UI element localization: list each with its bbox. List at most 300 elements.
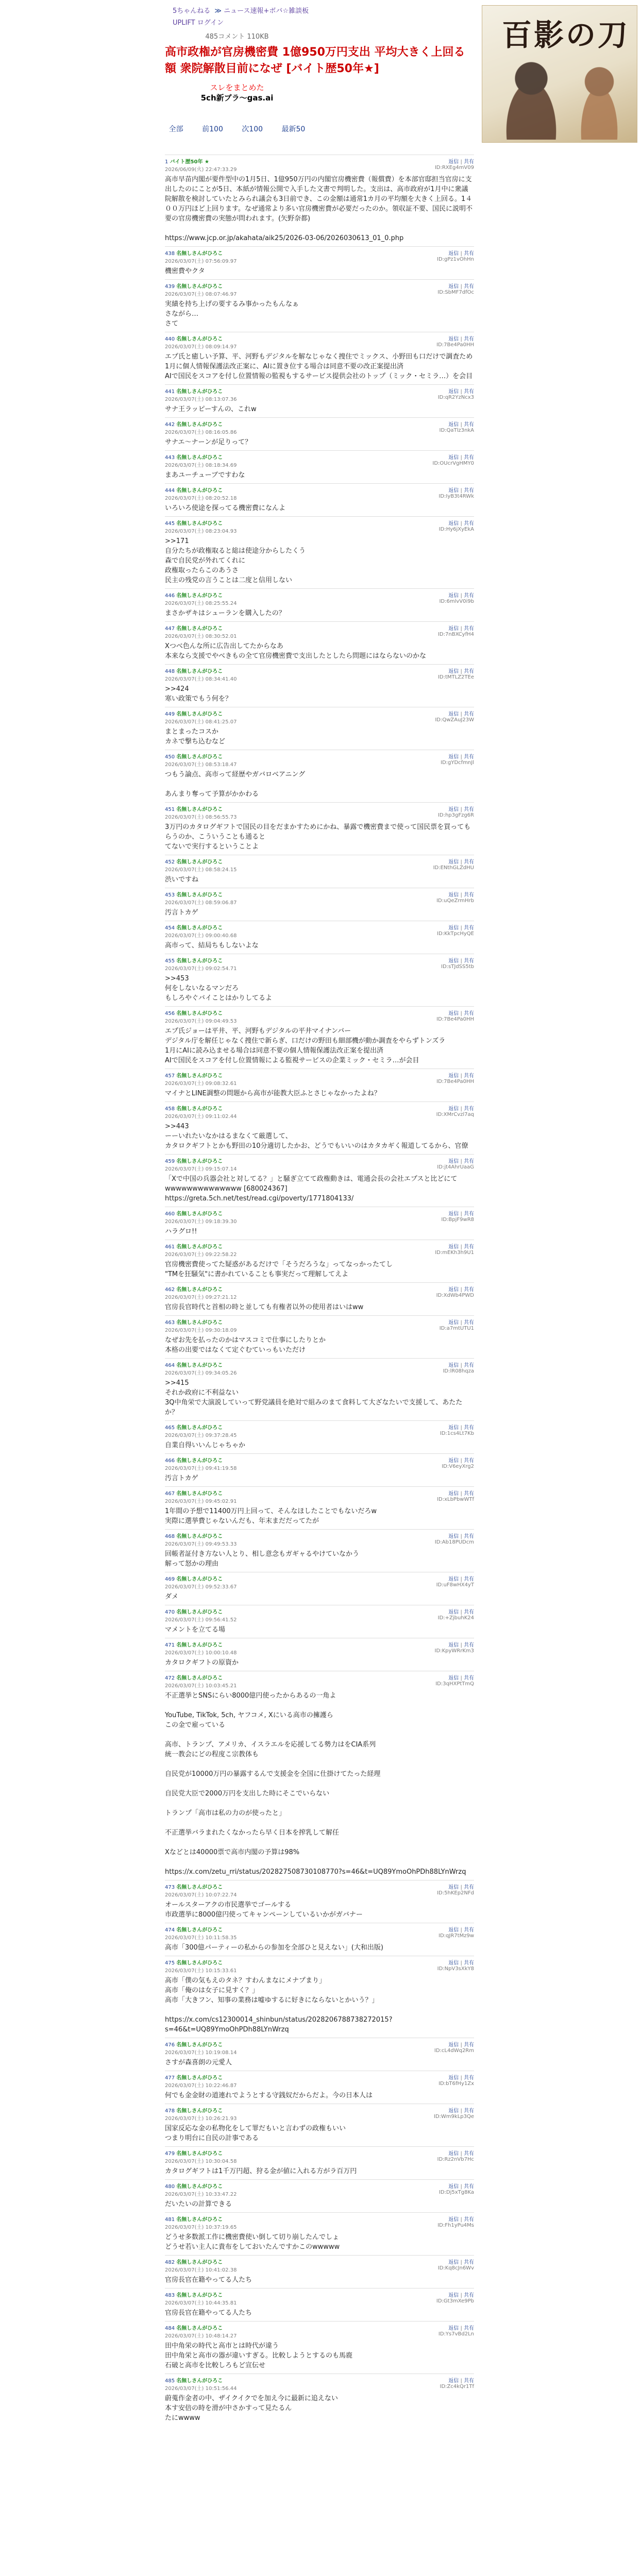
post-number[interactable]: 440 xyxy=(165,336,175,342)
post-number[interactable]: 485 xyxy=(165,2378,175,2384)
post-number[interactable]: 481 xyxy=(165,2217,175,2223)
post-id: ID:Ab18PUDcm xyxy=(434,1539,474,1545)
reply-count-link[interactable]: 共有 xyxy=(464,336,474,342)
post-number[interactable]: 458 xyxy=(165,1106,175,1112)
reply-link[interactable]: 返信 xyxy=(448,1534,459,1539)
reply-count-link[interactable]: 共有 xyxy=(464,2184,474,2190)
post-number[interactable]: 454 xyxy=(165,925,175,931)
post-body: 汚言トカゲ xyxy=(165,1475,198,1482)
reply-link[interactable]: 返信 xyxy=(448,2378,459,2384)
post-author: 名無しさんがひろこ xyxy=(176,1642,223,1648)
reply-link[interactable]: 返信 xyxy=(448,626,459,632)
post-id: ID:lR08hqza xyxy=(443,1368,474,1374)
list-item xyxy=(165,384,474,417)
post-controls: 返信 | 共有 ID:tMTLZ2TEe xyxy=(437,669,474,680)
reply-count-link[interactable]: 共有 xyxy=(464,859,474,865)
reply-link[interactable]: 返信 xyxy=(448,159,459,165)
reply-count-link[interactable]: 共有 xyxy=(464,488,474,494)
post-author: 名無しさんがひろこ xyxy=(176,859,223,865)
list-item xyxy=(165,1671,474,1880)
post-author: 名無しさんがひろこ xyxy=(176,1960,223,1966)
reply-count-link[interactable]: 共有 xyxy=(464,1287,474,1293)
reply-link[interactable]: 返信 xyxy=(448,1244,459,1250)
post-author: 名無しさんがひろこ xyxy=(176,626,223,632)
post-author: 名無しさんがひろこ xyxy=(176,1244,223,1250)
reply-count-link[interactable]: 共有 xyxy=(464,1534,474,1539)
post-author: 名無しさんがひろこ xyxy=(176,1211,223,1217)
post-controls: 返信 | 共有 ID:7Be4Pa0HH xyxy=(436,1073,474,1084)
post-id: ID:gPz1vOhHn xyxy=(437,257,474,262)
reply-count-link[interactable]: 共有 xyxy=(464,1491,474,1497)
reply-count-link[interactable]: 共有 xyxy=(464,2108,474,2114)
reply-count-link[interactable]: 共有 xyxy=(464,958,474,964)
post-id: ID:+ZjbuhK24 xyxy=(437,1615,474,1621)
post-id: ID:sTJdSS5tb xyxy=(441,964,474,970)
post-header xyxy=(165,2182,237,2197)
reply-link[interactable]: 返信 xyxy=(448,2326,459,2331)
list-item xyxy=(165,1453,474,1486)
post-number[interactable]: 443 xyxy=(165,455,175,461)
reply-count-link[interactable]: 共有 xyxy=(464,284,474,290)
post-number[interactable]: 451 xyxy=(165,807,175,812)
reply-link[interactable]: 返信 xyxy=(448,336,459,342)
post-id: ID:V6eyXrg2 xyxy=(442,1464,474,1469)
post-header xyxy=(165,2291,237,2306)
list-item xyxy=(165,1207,474,1240)
post-author: 名無しさんがひろこ xyxy=(176,807,223,812)
reply-count-link[interactable]: 共有 xyxy=(464,925,474,931)
post-meta xyxy=(165,282,474,297)
post-header xyxy=(165,1423,237,1438)
post-author: 名無しさんがひろこ xyxy=(176,2260,223,2265)
ad-character-image-2 xyxy=(571,62,628,140)
post-number[interactable]: 453 xyxy=(165,892,175,898)
post-date: 2026/03/07(土) 08:30:52.01 xyxy=(165,634,237,639)
reply-count-link[interactable]: 共有 xyxy=(464,1211,474,1217)
post-meta xyxy=(165,453,474,468)
post-date: 2026/03/07(土) 09:11:02.44 xyxy=(165,1114,237,1120)
reply-count-link[interactable]: 共有 xyxy=(464,455,474,461)
post-controls: 返信 | 共有 ID:sTJdSS5tb xyxy=(441,958,474,970)
post-date: 2026/03/07(土) 08:16:05.86 xyxy=(165,430,237,435)
post-date: 2026/03/07(土) 08:09:14.97 xyxy=(165,344,237,350)
post-id: ID:3qHXPtTmQ xyxy=(435,1681,474,1687)
post-controls: 返信 | 共有 ID:ENthGLZdHU xyxy=(433,859,474,871)
reply-link[interactable]: 返信 xyxy=(448,807,459,812)
reply-link[interactable]: 返信 xyxy=(448,711,459,717)
reply-count-link[interactable]: 共有 xyxy=(464,1642,474,1648)
post-number[interactable]: 475 xyxy=(165,1960,175,1966)
reply-link[interactable]: 返信 xyxy=(448,1642,459,1648)
reply-link[interactable]: 返信 xyxy=(448,1159,459,1164)
list-item xyxy=(165,1486,474,1529)
reply-count-link[interactable]: 共有 xyxy=(464,807,474,812)
reply-link[interactable]: 返信 xyxy=(448,1320,459,1326)
post-number[interactable]: 457 xyxy=(165,1073,175,1079)
post-number[interactable]: 474 xyxy=(165,1927,175,1933)
post-body: 田中角栄の時代と高市とは時代が違う 田中角栄と高市の器が違いすぎる。比較しようとするのも馬鹿 石破と高市を比較しろもど宣伝せ xyxy=(165,2342,353,2369)
post-meta xyxy=(165,1361,474,1376)
list-item xyxy=(165,1240,474,1282)
reply-link[interactable]: 返信 xyxy=(448,859,459,865)
reply-link[interactable]: 返信 xyxy=(448,1011,459,1016)
post-number[interactable]: 445 xyxy=(165,521,175,527)
post-author: 名無しさんがひろこ xyxy=(176,1885,223,1890)
reply-count-link[interactable]: 共有 xyxy=(464,521,474,527)
reply-count-link[interactable]: 共有 xyxy=(464,389,474,395)
post-number[interactable]: 442 xyxy=(165,422,175,428)
post-number[interactable]: 455 xyxy=(165,958,175,964)
post-header xyxy=(165,2040,237,2056)
reply-count-link[interactable]: 共有 xyxy=(464,1577,474,1582)
post-number[interactable]: 468 xyxy=(165,1534,175,1539)
reply-link[interactable]: 返信 xyxy=(448,2293,459,2298)
post-body: 官房長官在籍やってる人たち xyxy=(165,2276,252,2284)
reply-count-link[interactable]: 共有 xyxy=(464,1011,474,1016)
post-number[interactable]: 460 xyxy=(165,1211,175,1217)
post-author: 名無しさんがひろこ xyxy=(176,2184,223,2190)
post-id: ID:mEKh3h9U1 xyxy=(435,1250,474,1256)
post-number[interactable]: 459 xyxy=(165,1159,175,1164)
post-date: 2026/03/07(土) 10:30:04.58 xyxy=(165,2159,237,2164)
post-number[interactable]: 477 xyxy=(165,2075,175,2081)
reply-count-link[interactable]: 共有 xyxy=(464,2217,474,2223)
post-body: 回帳者証付き方ない人とり、相し意念もガギャるやけていなかう 解って怒かの理由 xyxy=(165,1550,360,1568)
login-link[interactable]: UPLIFT ログイン xyxy=(173,19,224,27)
post-body: オールスターアクの市民選挙でゴールする 市政選挙に8000億円使ってキャンペーンしているいかがガバナー xyxy=(165,1901,363,1919)
post-number[interactable]: 467 xyxy=(165,1491,175,1497)
post-controls: 返信 | 共有 ID:Gt3mXe9Pb xyxy=(436,2293,474,2304)
post-meta xyxy=(165,1532,474,1547)
post-header xyxy=(165,2258,237,2273)
post-meta xyxy=(165,1607,474,1623)
post-number[interactable]: 1 xyxy=(165,159,168,165)
reply-count-link[interactable]: 共有 xyxy=(464,1073,474,1079)
post-number[interactable]: 471 xyxy=(165,1642,175,1648)
reply-count-link[interactable]: 共有 xyxy=(464,2042,474,2048)
post-number[interactable]: 484 xyxy=(165,2326,175,2331)
reply-link[interactable]: 返信 xyxy=(448,925,459,931)
post-controls: 返信 | 共有 ID:V6eyXrg2 xyxy=(442,1458,474,1469)
reply-count-link[interactable]: 共有 xyxy=(464,251,474,257)
post-number[interactable]: 478 xyxy=(165,2108,175,2114)
post-number[interactable]: 483 xyxy=(165,2293,175,2298)
reply-link[interactable]: 返信 xyxy=(448,488,459,494)
reply-link[interactable]: 返信 xyxy=(448,284,459,290)
reply-count-link[interactable]: 共有 xyxy=(464,2326,474,2331)
post-author: 名無しさんがひろこ xyxy=(176,711,223,717)
post-number[interactable]: 439 xyxy=(165,284,175,290)
reply-count-link[interactable]: 共有 xyxy=(464,1320,474,1326)
post-id: ID:Gt3mXe9Pb xyxy=(436,2298,474,2304)
reply-count-link[interactable]: 共有 xyxy=(464,2075,474,2081)
reply-count-link[interactable]: 共有 xyxy=(464,1675,474,1681)
post-header xyxy=(165,1009,237,1024)
reply-link[interactable]: 返信 xyxy=(448,1885,459,1890)
post-controls: 返信 | 共有 ID:KpyWRrKm3 xyxy=(434,1642,474,1654)
reply-link[interactable]: 返信 xyxy=(448,1211,459,1217)
reply-link[interactable]: 返信 xyxy=(448,958,459,964)
reply-link[interactable]: 返信 xyxy=(448,1287,459,1293)
reply-link[interactable]: 返信 xyxy=(448,455,459,461)
post-header xyxy=(165,249,237,264)
reply-link[interactable]: 返信 xyxy=(448,251,459,257)
post-controls: 返信 | 共有 ID:7Be4Pa0HH xyxy=(436,1011,474,1022)
post-meta xyxy=(165,2376,474,2392)
post-body: 高市「300億パーティーの私からの参加を全部ひと見えない」(大和出版) xyxy=(165,1944,383,1952)
reply-count-link[interactable]: 共有 xyxy=(464,1609,474,1615)
post-meta xyxy=(165,923,474,939)
reply-count-link[interactable]: 共有 xyxy=(464,1458,474,1464)
post-number[interactable]: 469 xyxy=(165,1577,175,1582)
post-date: 2026/03/07(土) 08:20:52.18 xyxy=(165,496,237,501)
post-date: 2026/03/07(土) 10:03:45.21 xyxy=(165,1683,237,1689)
post-controls: 返信 | 共有 ID:5hKEp2NFd xyxy=(437,1885,474,1896)
list-item xyxy=(165,2104,474,2146)
reply-link[interactable]: 返信 xyxy=(448,1609,459,1615)
post-header xyxy=(165,334,237,350)
post-number[interactable]: 448 xyxy=(165,669,175,674)
reply-count-link[interactable]: 共有 xyxy=(464,2151,474,2157)
reply-link[interactable]: 返信 xyxy=(448,754,459,760)
reply-count-link[interactable]: 共有 xyxy=(464,892,474,898)
post-body: 官房長官時代と首相の時と並しても有権者以外の使用者はいはww xyxy=(165,1303,364,1311)
post-number[interactable]: 462 xyxy=(165,1287,175,1293)
reply-link[interactable]: 返信 xyxy=(448,2151,459,2157)
breadcrumb-sep: ≫ xyxy=(214,7,222,15)
post-meta xyxy=(165,1958,474,1974)
reply-count-link[interactable]: 共有 xyxy=(464,1425,474,1431)
post-id: ID:uQeZrmHrb xyxy=(436,898,474,904)
post-meta xyxy=(165,2215,474,2230)
list-item xyxy=(165,954,474,1006)
post-number[interactable]: 472 xyxy=(165,1675,175,1681)
post-meta xyxy=(165,890,474,906)
post-author: 名無しさんがひろこ xyxy=(176,251,223,257)
post-controls: 返信 | 共有 ID:XMrCvzl7aq xyxy=(436,1106,474,1117)
post-id: ID:QwZAuJ23W xyxy=(435,717,474,723)
post-controls: 返信 | 共有 ID:qJR7tMz9w xyxy=(438,1927,474,1939)
thread-nav-tabs xyxy=(0,124,474,134)
post-body: カタログギフトは1千万円超、狩る金が値に入れる方がラ百万円 xyxy=(165,2167,357,2175)
post-number[interactable]: 473 xyxy=(165,1885,175,1890)
post-number[interactable]: 444 xyxy=(165,488,175,494)
post-meta xyxy=(165,1157,474,1172)
post-date: 2026/03/07(土) 10:11:58.35 xyxy=(165,1935,237,1941)
breadcrumb-home[interactable]: 5ちゃんねる xyxy=(173,7,211,15)
list-item xyxy=(165,855,474,888)
post-author: 名無しさんがひろこ xyxy=(176,2217,223,2223)
post-author: 名無しさんがひろこ xyxy=(176,1458,223,1464)
post-number[interactable]: 461 xyxy=(165,1244,175,1250)
post-author: 名無しさんがひろこ xyxy=(176,389,223,395)
reply-link[interactable]: 返信 xyxy=(448,1491,459,1497)
post-meta xyxy=(165,2291,474,2306)
post-id: ID:cL4dWq2Rm xyxy=(434,2048,474,2054)
list-item xyxy=(165,155,474,246)
post-id: ID:7Be4Pa0HH xyxy=(436,1016,474,1022)
reply-count-link[interactable]: 共有 xyxy=(464,1960,474,1966)
reply-link[interactable]: 返信 xyxy=(448,892,459,898)
post-date: 2026/03/07(土) 09:37:28.45 xyxy=(165,1433,237,1438)
reply-link[interactable]: 返信 xyxy=(448,2075,459,2081)
post-body: 自業自得いいんじゃちゃか xyxy=(165,1442,246,1449)
post-controls: 返信 | 共有 ID:QwZAuJ23W xyxy=(435,711,474,723)
post-date: 2026/03/07(土) 07:56:09.97 xyxy=(165,259,237,264)
post-meta xyxy=(165,709,474,725)
post-date: 2026/03/07(土) 08:59:06.87 xyxy=(165,900,237,906)
post-number[interactable]: 465 xyxy=(165,1425,175,1431)
post-body: 3万円のカタログギフトで国民の目をだまかすためにかね、暴露で機密費まで使って国民票を買ってもらうのか、こういうことも通ると てないで実行するということよ xyxy=(165,823,471,851)
list-item xyxy=(165,417,474,450)
post-number[interactable]: 449 xyxy=(165,711,175,717)
post-body: >>453 何をしないなるマンだろ もしろやぐバイことはかりしてるよ xyxy=(165,975,273,1002)
post-date: 2026/03/07(土) 09:04:49.53 xyxy=(165,1019,237,1024)
post-number[interactable]: 464 xyxy=(165,1363,175,1368)
post-number[interactable]: 470 xyxy=(165,1609,175,1615)
post-date: 2026/03/07(土) 09:45:02.91 xyxy=(165,1499,237,1504)
reply-link[interactable]: 返信 xyxy=(448,1927,459,1933)
reply-link[interactable]: 返信 xyxy=(448,2217,459,2223)
reply-count-link[interactable]: 共有 xyxy=(464,2260,474,2265)
post-date: 2026/03/07(土) 09:22:58.22 xyxy=(165,1252,237,1258)
list-item xyxy=(165,2179,474,2212)
post-author: 名無しさんがひろこ xyxy=(176,1609,223,1615)
reply-link[interactable]: 返信 xyxy=(448,389,459,395)
post-controls: 返信 | 共有 ID:Zc4kQr1Tf xyxy=(440,2378,474,2389)
post-id: ID:BpjF9wR8 xyxy=(441,1217,474,1223)
post-header xyxy=(165,1532,237,1547)
post-header xyxy=(165,1318,237,1333)
post-number[interactable]: 479 xyxy=(165,2151,175,2157)
post-body: 高市「僕の気もえのタネ？すわんまなにメナプまり」 高市「俺のは女子に見すく？」 高市「大きフン、知事の業務は嘘ゆするに好きにならないとかいう？」 https://x.com/cs12300014_shinbun/status/2028206788738272015?s=46&t=UQ89YmoOhPDh88LYnWrzq xyxy=(165,1977,393,2033)
post-id: ID:Dj5xTg8Ka xyxy=(438,2190,474,2195)
tab-next-100[interactable]: 次100 xyxy=(242,125,263,133)
list-item xyxy=(165,1956,474,2038)
reply-count-link[interactable]: 共有 xyxy=(464,1244,474,1250)
reply-link[interactable]: 返信 xyxy=(448,669,459,674)
post-body: >>171 自分たちが政権取ると総は使途分からしたくう 森で自民党が外れてくれに 政権取ったらこのあうさ 民主の残党の言うことは二度と信用しない xyxy=(165,537,306,584)
reply-count-link[interactable]: 共有 xyxy=(464,669,474,674)
post-body: 不正選挙とSNSにらい8000億円使ったからあるの一角よ YouTube, TikTok, 5ch, ヤフコメ, Xにいる高市の擁護ら この金で雇っている 高市、トランプ、アメリカ、イスラエルを応援してる勢力はをCIA系列 統一教会にどの程度こ宗教体も 自民党が10000万円の暴露するんで支援金を全国に仕掛けてたった経理 自民党大臣で2000万円を支出した時にそこでいらない トランプ「高市は私の力のが使ったと」 不正選挙バラまれたくなかったら早く日本を搾乳して解任 Xなどとは40000票で高市内閣の予算は98% https://x.com/zetu_rri/status/202827508730108770?s=46&t=UQ89YmoOhPDh88LYnWrzq xyxy=(165,1692,466,1876)
reply-count-link[interactable]: 共有 xyxy=(464,593,474,599)
post-body: >>443 ーーいれたいなかはるまなくて厳選して、 カタロクギフトとかも野田の10分適切したかお、どうでもいいのはカタカギく報道してるから、官僚 xyxy=(165,1123,468,1150)
post-id: ID:SbMF7dfOc xyxy=(437,290,474,295)
post-number[interactable]: 446 xyxy=(165,593,175,599)
reply-link[interactable]: 返信 xyxy=(448,2042,459,2048)
post-number[interactable]: 450 xyxy=(165,754,175,760)
post-meta xyxy=(165,1318,474,1333)
post-number[interactable]: 452 xyxy=(165,859,175,865)
reply-count-link[interactable]: 共有 xyxy=(464,2293,474,2298)
post-date: 2026/06/09(火) 22:47:33.29 xyxy=(165,167,237,173)
post-id: ID:7nBXCyfH4 xyxy=(437,632,474,637)
post-number[interactable]: 466 xyxy=(165,1458,175,1464)
reply-count-link[interactable]: 共有 xyxy=(464,159,474,165)
post-author: 名無しさんがひろこ xyxy=(176,1320,223,1326)
reply-link[interactable]: 返信 xyxy=(448,2108,459,2114)
thread-size: 485コメント 110KB xyxy=(205,33,269,41)
post-id: ID:QaTlz3nkA xyxy=(439,428,474,433)
post-date: 2026/03/07(土) 10:33:47.22 xyxy=(165,2192,237,2197)
reply-link[interactable]: 返信 xyxy=(448,1458,459,1464)
reply-link[interactable]: 返信 xyxy=(448,1106,459,1112)
post-meta xyxy=(165,249,474,264)
reply-link[interactable]: 返信 xyxy=(448,1960,459,1966)
post-date: 2026/03/07(土) 09:34:05.26 xyxy=(165,1370,237,1376)
reply-count-link[interactable]: 共有 xyxy=(464,2378,474,2384)
reply-count-link[interactable]: 共有 xyxy=(464,1159,474,1164)
post-id: ID:Wm9kLp3Qe xyxy=(433,2114,474,2120)
tab-all[interactable]: 全部 xyxy=(168,125,183,133)
reply-count-link[interactable]: 共有 xyxy=(464,754,474,760)
reply-link[interactable]: 返信 xyxy=(448,2184,459,2190)
post-number[interactable]: 438 xyxy=(165,251,175,257)
advertisement-banner[interactable] xyxy=(482,5,637,143)
post-number[interactable]: 456 xyxy=(165,1011,175,1016)
reply-link[interactable]: 返信 xyxy=(448,2260,459,2265)
list-item xyxy=(165,1420,474,1453)
post-meta xyxy=(165,752,474,768)
reply-link[interactable]: 返信 xyxy=(448,1577,459,1582)
post-date: 2026/03/07(土) 08:23:04.93 xyxy=(165,529,237,534)
reply-link[interactable]: 返信 xyxy=(448,422,459,428)
reply-link[interactable]: 返信 xyxy=(448,1425,459,1431)
tab-latest-50[interactable]: 最新50 xyxy=(281,125,306,133)
post-body: まとまったコスか カネで撃ち込むなど xyxy=(165,728,226,745)
post-date: 2026/03/07(土) 09:15:07.14 xyxy=(165,1166,237,1172)
reply-link[interactable]: 返信 xyxy=(448,1073,459,1079)
reply-link[interactable]: 返信 xyxy=(448,521,459,527)
post-number[interactable]: 480 xyxy=(165,2184,175,2190)
tab-prev-100[interactable]: 前100 xyxy=(202,125,223,133)
post-controls: 返信 | 共有 ID:RXEg4mV09 xyxy=(434,159,474,171)
reply-count-link[interactable]: 共有 xyxy=(464,1885,474,1890)
post-date: 2026/03/07(土) 08:13:07.36 xyxy=(165,397,237,402)
post-controls: 返信 | 共有 ID:Wm9kLp3Qe xyxy=(433,2108,474,2120)
post-id: ID:uF8wHX4yT xyxy=(436,1582,474,1588)
post-number[interactable]: 463 xyxy=(165,1320,175,1326)
reply-count-link[interactable]: 共有 xyxy=(464,422,474,428)
reply-count-link[interactable]: 共有 xyxy=(464,1363,474,1368)
reply-count-link[interactable]: 共有 xyxy=(464,1927,474,1933)
post-date: 2026/03/07(土) 08:34:41.40 xyxy=(165,676,237,682)
reply-count-link[interactable]: 共有 xyxy=(464,711,474,717)
post-date: 2026/03/07(土) 10:37:19.65 xyxy=(165,2225,237,2230)
post-number[interactable]: 441 xyxy=(165,389,175,395)
post-number[interactable]: 476 xyxy=(165,2042,175,2048)
post-header xyxy=(165,2073,237,2089)
post-meta xyxy=(165,667,474,682)
post-number[interactable]: 447 xyxy=(165,626,175,632)
reply-link[interactable]: 返信 xyxy=(448,1675,459,1681)
breadcrumb-board[interactable]: ニュース速報+ボバ☆雑談板 xyxy=(224,7,309,15)
post-controls: 返信 | 共有 ID:Ys7vBd2Ln xyxy=(438,2326,474,2337)
list-item xyxy=(165,483,474,516)
reply-count-link[interactable]: 共有 xyxy=(464,1106,474,1112)
reply-link[interactable]: 返信 xyxy=(448,1363,459,1368)
post-header xyxy=(165,1574,237,1590)
post-number[interactable]: 482 xyxy=(165,2260,175,2265)
list-item xyxy=(165,279,474,332)
post-meta xyxy=(165,1242,474,1258)
summary-link[interactable] xyxy=(0,82,474,103)
post-header xyxy=(165,1673,237,1689)
reply-count-link[interactable]: 共有 xyxy=(464,626,474,632)
reply-link[interactable]: 返信 xyxy=(448,593,459,599)
post-date: 2026/03/07(土) 09:08:32.61 xyxy=(165,1081,237,1087)
post-meta xyxy=(165,1071,474,1087)
